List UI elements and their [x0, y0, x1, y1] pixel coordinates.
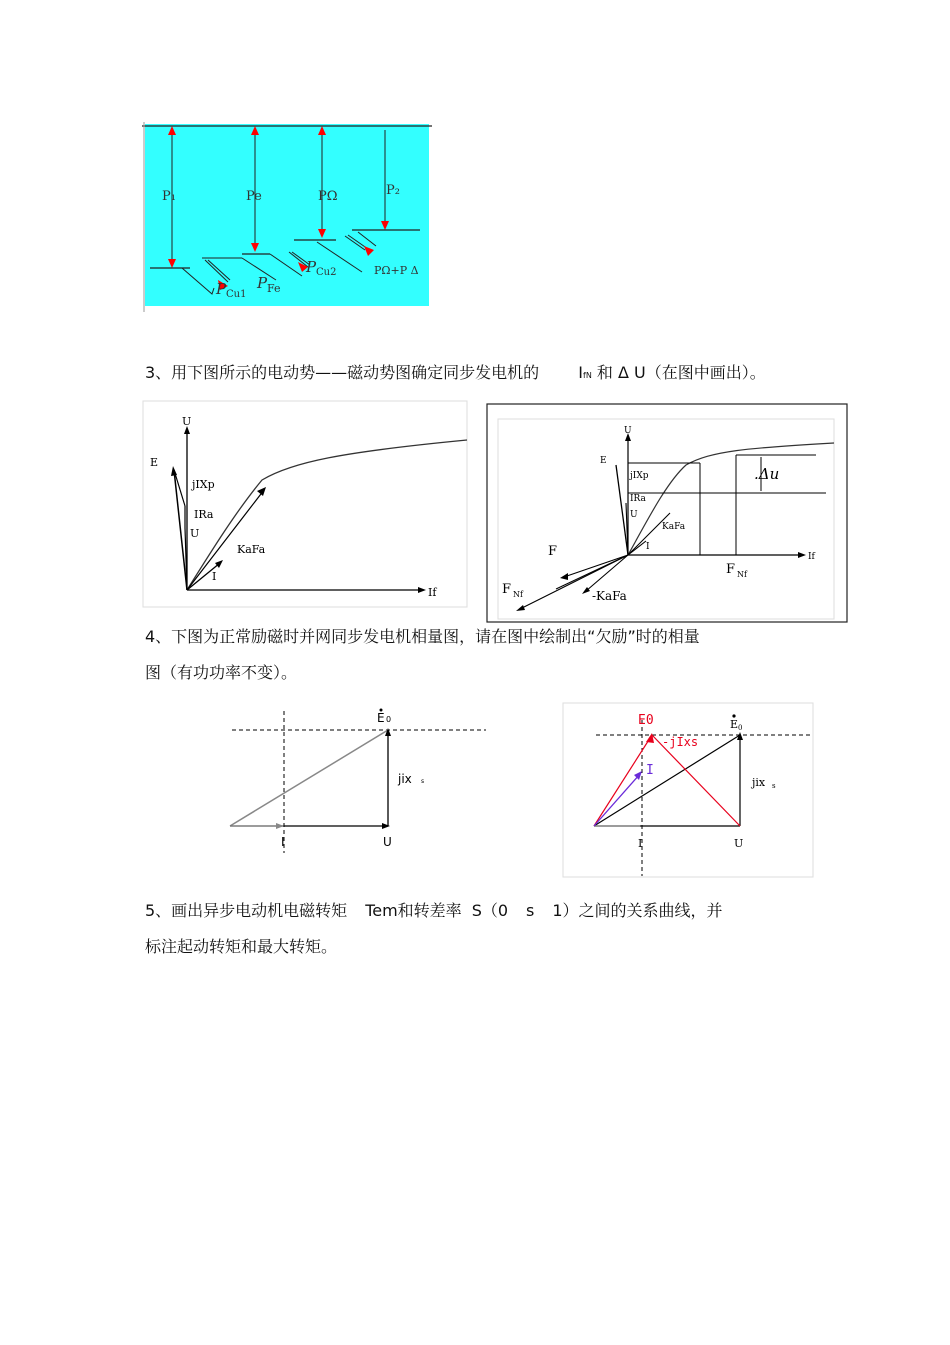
i-label: I — [212, 570, 217, 583]
emf-mmf-diagram-right — [486, 403, 848, 623]
e-label-2: E — [600, 456, 607, 466]
question-5-line2: 标注起动转矩和最大转矩。 — [145, 937, 338, 956]
jixp-label: jIXp — [192, 478, 215, 491]
q5-text-b: 和转差率 — [397, 901, 462, 920]
power-flow-diagram — [142, 122, 434, 312]
emf-mmf-diagram-left — [142, 400, 468, 608]
kafa-label-2: KaFa — [662, 522, 686, 532]
ira-label-2: IRa — [630, 494, 646, 504]
pcu2-sub: Cu2 — [316, 267, 337, 278]
e-label: E — [150, 456, 159, 469]
jixs-label: jix — [398, 772, 412, 786]
if-label-2: If — [808, 552, 815, 562]
pomega-label: PΩ — [318, 189, 338, 204]
delta-u-label: .Δu — [754, 465, 780, 483]
u-label-3b: U — [734, 837, 744, 850]
e0-label-3b: E — [730, 718, 739, 731]
pomega-delta-label: PΩ+P Δ — [374, 264, 419, 277]
jixs-label-3b: jix — [752, 776, 766, 789]
ifn-symbol: I — [578, 363, 583, 382]
pfe-sub: Fe — [267, 282, 281, 295]
e0-red-label: E0 — [638, 713, 654, 728]
neg-kafa-label: -KaFa — [592, 589, 627, 603]
fnf-axis-label: F — [726, 562, 736, 577]
pe-label: Pe — [246, 189, 262, 204]
q5-text-c: 1）之间的关系曲线，并 — [552, 901, 723, 920]
question-4-line1: 4、下图为正常励磁时并网同步发电机相量图，请在图中绘制出“欠励”时的相量 — [145, 627, 700, 646]
e0-subscript: 0 — [386, 715, 392, 724]
jixs-subscript: s — [421, 778, 425, 785]
phasor-diagram-underexcited — [562, 702, 814, 878]
pcu1-sub: Cu1 — [226, 289, 247, 300]
ifn-subscript: fN — [583, 371, 592, 380]
u-label-3a: U — [383, 835, 392, 849]
p2-label: P₂ — [386, 183, 400, 198]
u-axis-label-2: U — [624, 426, 632, 436]
phasor-diagram-normal — [226, 705, 490, 855]
i-label-3a: I — [281, 835, 285, 849]
u-axis-label: U — [182, 415, 192, 428]
fnf-subscript: Nf — [513, 590, 523, 599]
q5-s: s — [526, 901, 535, 920]
question-3-tail: 和 Δ U（在图中画出）。 — [596, 363, 766, 382]
u-vector-label: U — [190, 527, 200, 540]
question-3-text: 3、用下图所示的电动势——磁动势图确定同步发电机的 — [145, 363, 540, 382]
i-label-2: I — [646, 542, 650, 552]
fnf-label: F — [502, 582, 512, 597]
e0-subscript-3b: 0 — [738, 724, 743, 732]
i-purple-label: I — [646, 763, 654, 778]
jixs-red-label: -jIxs — [662, 735, 699, 749]
power-flow-background — [145, 124, 429, 306]
fnf-axis-subscript: Nf — [737, 570, 747, 579]
pcu2-label: P — [306, 258, 317, 276]
kafa-label: KaFa — [237, 543, 266, 556]
jixp-label-2: jIXp — [630, 471, 649, 481]
jixs-subscript-3b: s — [772, 782, 776, 790]
question-3 — [145, 363, 766, 386]
q5-text-a: 5、画出异步电动机电磁转矩 — [145, 901, 348, 920]
pfe-label: P — [257, 274, 268, 292]
question-4-line2: 图（有功功率不变）。 — [145, 663, 298, 682]
p1-label: P₁ — [162, 189, 176, 204]
if-label: If — [428, 586, 437, 599]
e0-label: E — [377, 711, 385, 725]
pcu1-label: P — [216, 280, 227, 298]
i-label-3b: I — [638, 837, 643, 850]
q5-s-range: S（0 — [471, 901, 509, 920]
u-vector-label-2: U — [630, 510, 638, 520]
q5-tem: Tem — [365, 901, 398, 920]
f-label: F — [548, 544, 558, 559]
ira-label: IRa — [194, 508, 214, 521]
question-5-line1 — [145, 901, 723, 921]
